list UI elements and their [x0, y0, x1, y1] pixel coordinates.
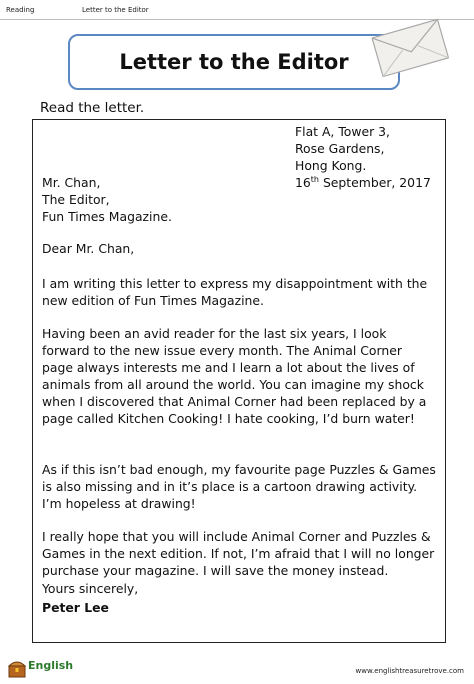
instruction-text: Read the letter.: [40, 100, 145, 116]
letter-paragraph: I am writing this letter to express my disappointment with the new edition of Fun Times Magazine.: [42, 276, 428, 308]
signature-name: Peter Lee: [42, 600, 109, 615]
address-line: Flat A, Tower 3,: [295, 124, 390, 139]
recipient-line: Fun Times Magazine.: [42, 209, 172, 224]
section-label: Reading: [6, 6, 35, 14]
letter-paragraph: Having been an avid reader for the last six years, I look forward to the new issue every month. The Animal Corner page always interests me and I learn a lot about the lives of animals from all around the world. You can imagine my shock when I discovered that Animal Corner had been replaced by a page called Kitchen Cooking! I hate cooking, I’d burn water!: [42, 326, 427, 426]
recipient-line: The Editor,: [42, 192, 110, 207]
page-title: Letter to the Editor: [119, 50, 349, 74]
footer-url: www.englishtreasuretrove.com: [355, 667, 464, 675]
address-line: Hong Kong.: [295, 158, 367, 173]
date-suffix: th: [310, 174, 319, 184]
date-day: 16: [295, 175, 311, 190]
letter-date: [295, 174, 431, 191]
envelope-icon: [364, 16, 456, 78]
closing: Yours sincerely,: [42, 581, 139, 596]
logo-text: English: [28, 659, 74, 672]
title-banner: [68, 34, 400, 90]
letter-paragraph: I really hope that you will include Animal Corner and Puzzles & Games in the next edition. If not, I’m afraid that I will no longer purchase your magazine. I will save the money instead.: [42, 529, 435, 578]
letter-paragraph: As if this isn’t bad enough, my favourite page Puzzles & Games is also missing and in it’s place is a cartoon drawing activity. I’m hopeless at drawing!: [42, 462, 436, 511]
recipient-line: Mr. Chan,: [42, 175, 101, 190]
site-logo: [8, 657, 74, 681]
treasure-chest-icon: [8, 657, 26, 679]
salutation: Dear Mr. Chan,: [42, 241, 135, 256]
subject-label: Letter to the Editor: [82, 6, 149, 14]
letter-box: [32, 119, 446, 643]
date-rest: September, 2017: [319, 175, 431, 190]
address-line: Rose Gardens,: [295, 141, 385, 156]
recipient-address: [42, 174, 172, 225]
sender-address: [295, 123, 431, 191]
